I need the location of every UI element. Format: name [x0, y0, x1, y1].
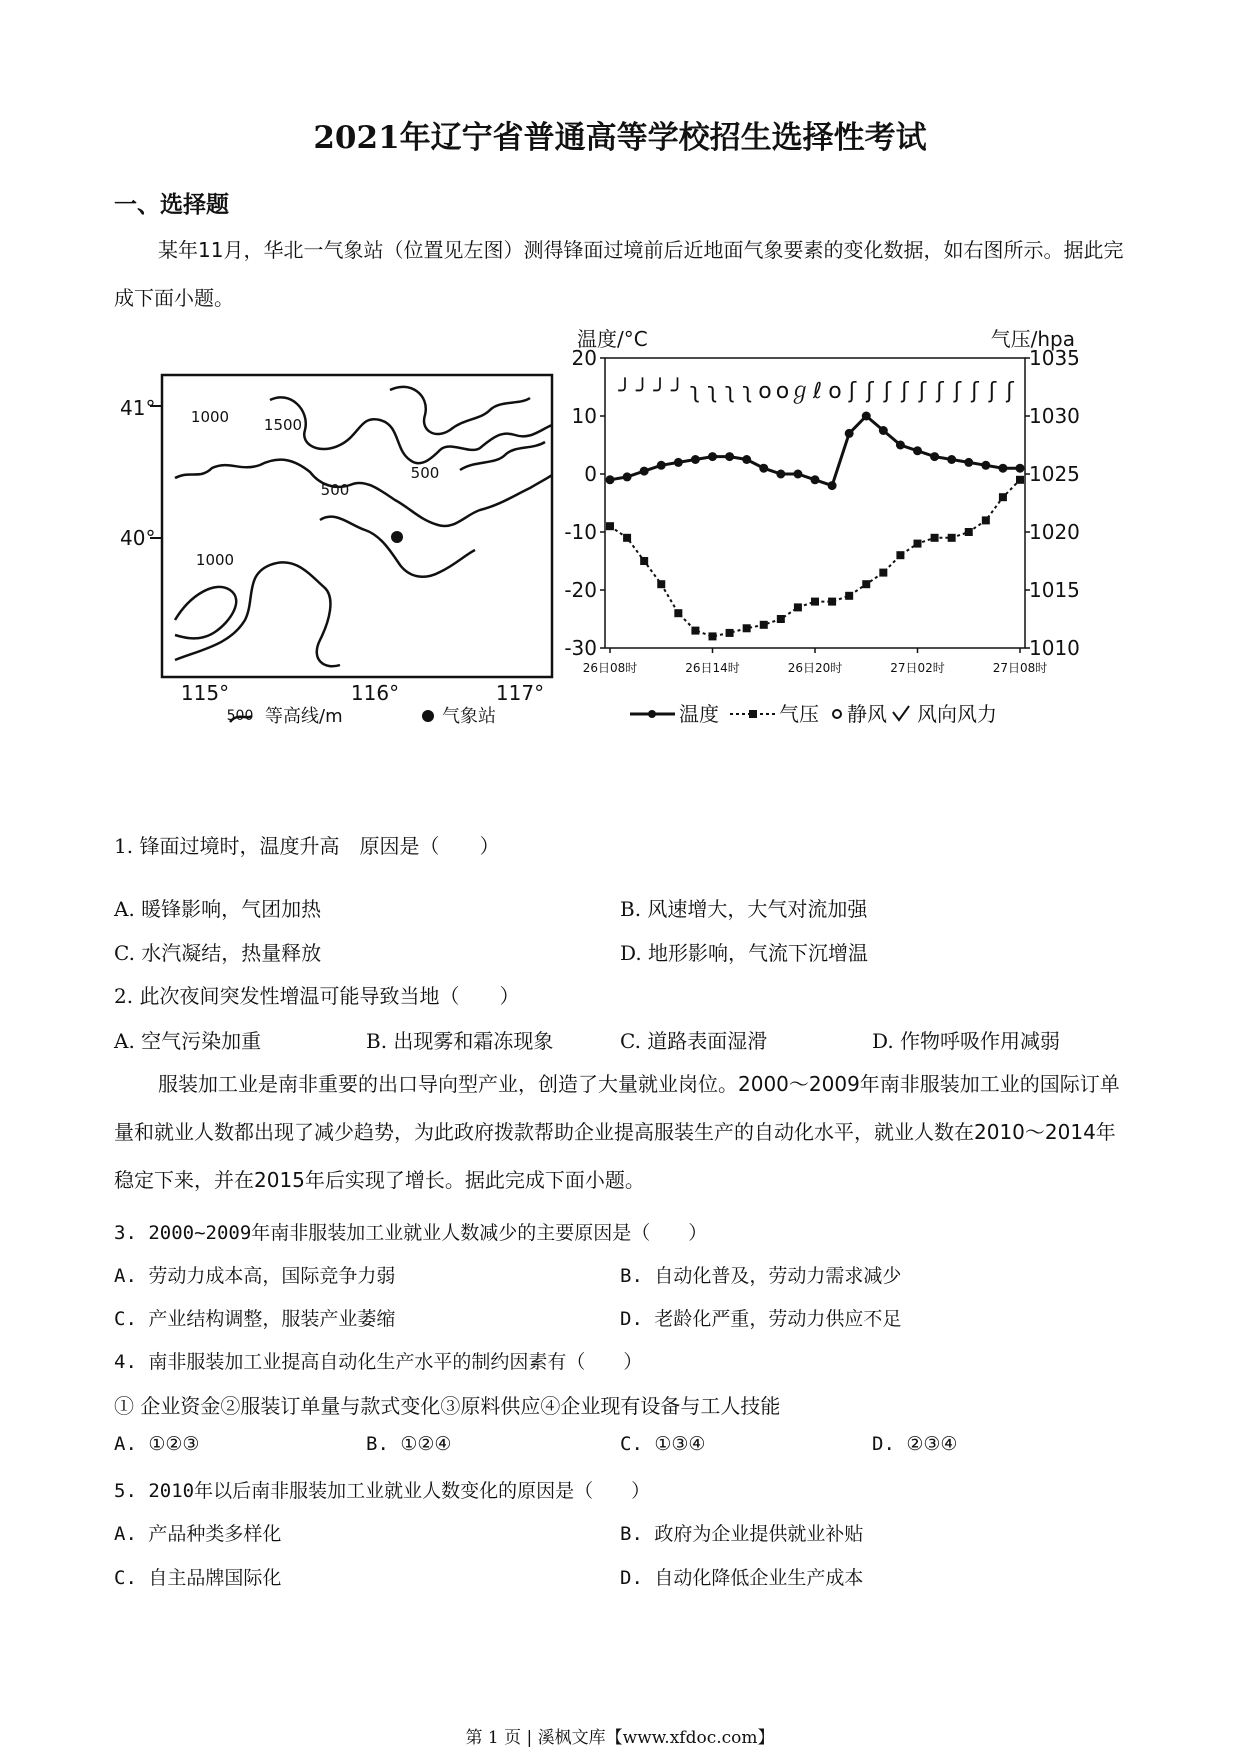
y-right-axis-label: 气压/hpa [990, 327, 1075, 351]
question-1-option-b[interactable]: B. 风速增大，大气对流加强 [620, 897, 868, 921]
pressure-point [999, 493, 1007, 501]
wind-symbol: ʃ [988, 379, 997, 404]
legend-station-label: 气象站 [442, 706, 496, 727]
y-right-tick-label: 1020 [1029, 520, 1080, 544]
legend-contour-value: 500 [226, 708, 254, 724]
wind-symbol: o [828, 379, 842, 404]
x-tick-label: 26日20时 [787, 661, 843, 675]
pressure-point [862, 580, 870, 588]
section-heading: 一、选择题 [114, 192, 229, 218]
lon-label: 115° [180, 681, 230, 705]
pressure-point [691, 627, 699, 635]
question-5-stem: 5. 2010年以后南非服装加工业就业人数变化的原因是（ ） [114, 1480, 651, 1502]
y-left-tick-label: -20 [564, 578, 597, 602]
contour-label: 1000 [190, 408, 230, 426]
temperature-point [776, 470, 785, 479]
wind-symbol: ╯ [618, 379, 632, 404]
temperature-point [998, 464, 1007, 473]
wind-symbol: ʃ [936, 379, 944, 404]
pressure-point [965, 528, 973, 536]
question-2-option-d[interactable]: D. 作物呼吸作用减弱 [872, 1029, 1061, 1053]
y-left-axis-label: 温度/°C [577, 327, 648, 351]
contour-label: 1000 [195, 551, 235, 569]
wind-symbol: ʃ [901, 379, 909, 404]
weather-station-marker [391, 531, 403, 543]
legend-wind-label: 风向风力 [917, 702, 997, 726]
question-1-option-d[interactable]: D. 地形影响，气流下沉增温 [620, 941, 869, 965]
lat-label: 41° [120, 396, 156, 420]
question-4-option-b[interactable]: B. ①②④ [366, 1433, 452, 1455]
x-tick-label: 26日14时 [685, 661, 740, 675]
pressure-point [879, 569, 887, 577]
question-4-option-d[interactable]: D. ②③④ [872, 1433, 958, 1455]
pressure-point [709, 632, 717, 640]
temperature-point [862, 412, 871, 421]
pressure-point [914, 540, 922, 548]
wind-symbol: ╯ [653, 379, 667, 404]
question-4-factors: ① 企业资金②服装订单量与款式变化③原料供应④企业现有设备与工人技能 [114, 1394, 781, 1418]
question-3-option-a[interactable]: A. 劳动力成本高，国际竞争力弱 [114, 1265, 396, 1287]
legend-contour-label: 等高线/m [265, 706, 343, 727]
temperature-point [657, 461, 666, 470]
pressure-point [794, 603, 802, 611]
pressure-point [640, 557, 648, 565]
temperature-point [845, 429, 854, 438]
temperature-point [691, 455, 700, 464]
pressure-point [982, 516, 990, 524]
temperature-point [947, 455, 956, 464]
temperature-point [964, 458, 973, 467]
y-left-tick-label: -10 [564, 520, 597, 544]
material-paragraph-1: 某年11月，华北一气象站（位置见左图）测得锋面过境前后近地面气象要素的变化数据，如右图所示。据此完成下面小题。 [114, 238, 1124, 310]
y-left-tick-label: 20 [571, 346, 597, 370]
question-3-option-b[interactable]: B. 自动化普及，劳动力需求减少 [620, 1265, 902, 1287]
pressure-point [948, 534, 956, 542]
wind-symbol: ʃ [883, 379, 892, 404]
temperature-point [793, 470, 802, 479]
x-tick-label: 27日02时 [890, 661, 945, 675]
temperature-point [930, 452, 939, 461]
temperature-point [1016, 464, 1025, 473]
pressure-point [845, 592, 853, 600]
pressure-point [674, 609, 682, 617]
temperature-series-line [610, 416, 1020, 486]
weather-chart [564, 327, 1095, 728]
pressure-point [743, 624, 751, 632]
pressure-series-line [610, 480, 1020, 637]
y-left-tick-label: 10 [571, 404, 597, 428]
topographic-map [120, 360, 570, 730]
pressure-point [726, 629, 734, 637]
pressure-point [896, 551, 904, 559]
pressure-point [931, 534, 939, 542]
question-4-option-c[interactable]: C. ①③④ [620, 1433, 706, 1455]
pressure-point [828, 598, 836, 606]
question-3-option-d[interactable]: D. 老龄化严重，劳动力供应不足 [620, 1308, 902, 1330]
y-right-tick-label: 1030 [1029, 404, 1080, 428]
wind-symbol: ℓ [812, 379, 823, 404]
question-3-option-c[interactable]: C. 产业结构调整，服装产业萎缩 [114, 1308, 396, 1330]
temperature-point [725, 452, 734, 461]
lon-label: 116° [350, 681, 400, 705]
question-1-option-c[interactable]: C. 水汽凝结，热量释放 [114, 941, 322, 965]
y-right-tick-label: 1015 [1029, 578, 1080, 602]
wind-symbol: ʃ [1006, 379, 1014, 404]
wind-symbol: ʃ [918, 379, 927, 404]
wind-symbol: o [775, 379, 790, 404]
wind-symbol: o [758, 379, 772, 404]
y-right-tick-label: 1025 [1029, 462, 1080, 486]
question-4-option-a[interactable]: A. ①②③ [114, 1433, 200, 1455]
x-tick-label: 26日08时 [582, 661, 638, 675]
question-1-stem: 1. 锋面过境时，温度升高 原因是（ ） [114, 834, 500, 858]
question-1-option-a[interactable]: A. 暖锋影响，气团加热 [114, 897, 322, 921]
y-left-tick-label: -30 [564, 636, 597, 660]
wind-symbol: ʅ [742, 379, 753, 404]
lat-label: 40° [120, 526, 156, 550]
wind-symbol: ʅ [689, 379, 701, 404]
wind-symbol: ʃ [953, 379, 962, 404]
y-right-tick-label: 1010 [1029, 636, 1080, 660]
pressure-point [623, 534, 631, 542]
question-5-option-a[interactable]: A. 产品种类多样化 [114, 1523, 282, 1545]
question-2-option-b[interactable]: B. 出现雾和霜冻现象 [366, 1029, 554, 1053]
legend-temp-label: 温度 [679, 702, 719, 726]
question-3-stem: 3. 2000~2009年南非服装加工业就业人数减少的主要原因是（ ） [114, 1222, 708, 1244]
wind-symbol: ℊ [788, 379, 812, 404]
temperature-point [742, 455, 751, 464]
pressure-point [811, 598, 819, 606]
pressure-point [606, 522, 614, 530]
question-2-option-a[interactable]: A. 空气污染加重 [114, 1029, 262, 1053]
temperature-point [623, 472, 632, 481]
temperature-point [606, 475, 615, 484]
wind-symbol: ʃ [866, 379, 874, 404]
wind-symbol: ╯ [635, 379, 650, 404]
page-title: 2021年辽宁省普通高等学校招生选择性考试 [313, 120, 927, 156]
lon-label: 117° [495, 681, 545, 705]
question-2-option-c[interactable]: C. 道路表面湿滑 [620, 1029, 768, 1053]
question-4-stem: 4. 南非服装加工业提高自动化生产水平的制约因素有（ ） [114, 1351, 643, 1373]
legend-calm-label: 静风 [847, 702, 887, 726]
question-2-stem: 2. 此次夜间突发性增温可能导致当地（ ） [114, 984, 520, 1008]
temperature-point [759, 464, 768, 473]
temperature-point [913, 446, 922, 455]
material-paragraph-2: 服装加工业是南非重要的出口导向型产业，创造了大量就业岗位。2000～2009年南非服装加工业的国际订单量和就业人数都出现了减少趋势，为此政府拨款帮助企业提高服装生产的自动化水平，就业人数在2010～2014年稳定下来，并在2015年后实现了增长。据此完成下面小题。 [114, 1072, 1120, 1192]
pressure-point [657, 580, 665, 588]
wind-symbol: ʃ [848, 379, 857, 404]
x-tick-label: 27日08时 [992, 661, 1048, 675]
contour-label: 500 [320, 481, 350, 499]
contour-label: 500 [410, 464, 440, 482]
temperature-point [896, 441, 905, 450]
temperature-point [879, 426, 888, 435]
pressure-point [777, 615, 785, 623]
legend-station-marker [422, 710, 434, 722]
pressure-point [1016, 476, 1024, 484]
temperature-point [640, 467, 649, 476]
temperature-point [708, 452, 717, 461]
wind-symbol: ʅ [707, 379, 718, 404]
legend-wind-symbol [893, 706, 909, 720]
legend-pressure-label: 气压 [779, 702, 819, 726]
legend-calm-symbol [833, 710, 841, 718]
wind-symbol: ╯ [670, 379, 685, 404]
y-right-tick-label: 1035 [1029, 346, 1080, 370]
temperature-point [674, 458, 683, 467]
wind-symbol: ʃ [971, 379, 979, 404]
question-5-option-d[interactable]: D. 自动化降低企业生产成本 [620, 1567, 864, 1589]
contour-label: 1500 [263, 416, 303, 434]
temperature-point [828, 481, 837, 490]
question-5-option-c[interactable]: C. 自主品牌国际化 [114, 1567, 282, 1589]
y-left-tick-label: 0 [584, 462, 597, 486]
wind-symbol: ʅ [724, 379, 736, 404]
temperature-point [981, 461, 990, 470]
page-footer: 第 1 页 | 溪枫文库【www.xfdoc.com】 [465, 1728, 775, 1748]
pressure-point [760, 621, 768, 629]
question-5-option-b[interactable]: B. 政府为企业提供就业补贴 [620, 1523, 864, 1545]
temperature-point [811, 475, 820, 484]
